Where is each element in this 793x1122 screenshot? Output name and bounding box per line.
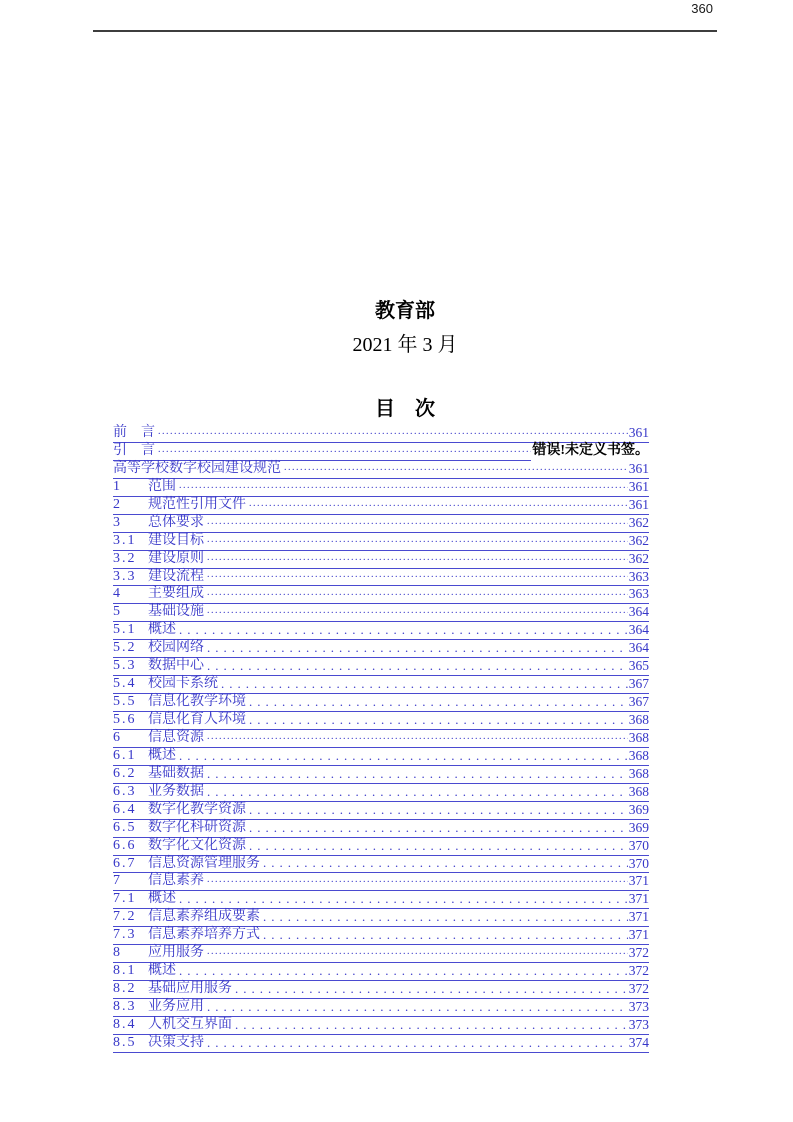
toc-dot-leader (204, 640, 628, 657)
toc-entry-page[interactable]: 370 (628, 856, 649, 874)
toc-entry-link[interactable] (113, 461, 628, 479)
toc-entry-number: 8.4 (113, 1016, 137, 1032)
toc-dot-leader (176, 963, 628, 980)
toc-entry-page[interactable]: 365 (628, 658, 649, 676)
toc-entry-link[interactable] (113, 766, 628, 784)
toc-dot-leader (204, 586, 628, 603)
toc-entry-link[interactable] (113, 658, 628, 676)
toc-entry-link[interactable] (113, 856, 628, 874)
toc-entry[interactable] (113, 891, 649, 909)
toc-entry-number: 8.3 (113, 999, 137, 1014)
toc-entry[interactable] (113, 1035, 649, 1053)
toc-heading: 目 次 (375, 398, 435, 420)
toc-entry-number: 6.3 (113, 783, 137, 799)
publish-date: 2021 年 3 月 (352, 334, 458, 356)
toc-entry-link[interactable] (113, 748, 628, 766)
toc-entry-page[interactable]: 371 (628, 873, 649, 891)
toc-dot-leader (204, 766, 628, 783)
toc-entry[interactable] (113, 515, 649, 533)
toc-dot-leader (204, 515, 628, 532)
toc-entry-title: 引 言 (113, 442, 155, 458)
toc-entry[interactable] (113, 945, 649, 963)
toc-entry-page[interactable]: 368 (628, 766, 649, 784)
toc-entry-page[interactable]: 372 (628, 963, 649, 981)
toc-entry-title: 信息素养组成要素 (148, 909, 260, 925)
toc-entry-page[interactable]: 371 (628, 909, 649, 927)
toc-entry-page[interactable]: 361 (628, 425, 649, 443)
toc-entry-number: 8.2 (113, 981, 137, 997)
toc-entry-number: 7.3 (113, 927, 137, 943)
toc-entry-link[interactable] (113, 676, 628, 694)
toc-entry-title: 校园卡系统 (148, 676, 218, 692)
toc-entry[interactable] (113, 712, 649, 730)
toc-entry-title: 数字化文化资源 (148, 837, 246, 853)
toc-entry-page[interactable]: 362 (628, 551, 649, 569)
toc-entry-link[interactable] (113, 802, 628, 820)
toc-entry-number: 7.2 (113, 909, 137, 925)
toc-entry-number: 6.6 (113, 837, 137, 853)
toc-dot-leader (246, 820, 628, 837)
toc-entry-number: 3.1 (113, 532, 137, 548)
toc-entry-number: 8.1 (113, 963, 137, 979)
toc-entry-title: 总体要求 (148, 514, 204, 530)
toc-entry[interactable] (113, 963, 649, 981)
toc-entry-link[interactable] (113, 999, 628, 1017)
toc-entry[interactable] (113, 694, 649, 712)
toc-dot-leader (260, 927, 628, 944)
toc-entry-number: 3.3 (113, 568, 137, 584)
toc-entry-page[interactable]: 367 (628, 694, 649, 712)
toc-entry-number: 1 (113, 478, 122, 494)
toc-entry-title: 规范性引用文件 (148, 496, 246, 512)
toc-entry-number: 6.2 (113, 765, 137, 781)
toc-entry[interactable] (113, 873, 649, 891)
toc-entry-title: 概述 (148, 891, 176, 907)
toc-entry-title: 信息化育人环境 (148, 712, 246, 727)
toc-entry-number: 8 (113, 945, 122, 961)
toc-entry[interactable] (113, 730, 649, 748)
toc-entry-page[interactable]: 374 (628, 1035, 649, 1053)
toc-entry-link[interactable] (113, 712, 628, 730)
toc-entry-number: 5.1 (113, 622, 137, 638)
toc-entry-page[interactable]: 368 (628, 712, 649, 730)
toc-entry-title: 高等学校数字校园建设规范 (113, 460, 281, 476)
toc-dot-leader (246, 694, 628, 711)
toc-entry-page[interactable]: 364 (628, 640, 649, 658)
toc-entry-title: 基础设施 (148, 604, 204, 620)
toc-entry-link[interactable] (113, 425, 628, 443)
toc-entry-title: 决策支持 (148, 1034, 204, 1050)
toc-entry-number: 5.6 (113, 712, 137, 727)
toc-entry-title: 基础数据 (148, 765, 204, 781)
toc-entry[interactable] (113, 479, 649, 497)
toc-entry-title: 数字化科研资源 (148, 819, 246, 835)
toc-dot-leader (176, 748, 628, 765)
toc-entry-number: 8.5 (113, 1034, 137, 1050)
toc-entry[interactable] (113, 551, 649, 569)
toc-entry-title: 业务应用 (148, 999, 204, 1014)
toc-entry-page[interactable]: 369 (628, 802, 649, 820)
toc-entry-number: 6.1 (113, 747, 137, 763)
toc-entry-number: 3.2 (113, 550, 137, 566)
toc-entry-number: 6.4 (113, 801, 137, 817)
toc-entry-link[interactable] (113, 838, 628, 856)
toc-entry-title: 概述 (148, 963, 176, 979)
toc-dot-leader (155, 443, 531, 460)
toc-entry[interactable] (113, 766, 649, 784)
toc-entry-title: 数据中心 (148, 658, 204, 674)
toc-entry-page[interactable]: 361 (628, 497, 649, 515)
toc-entry[interactable] (113, 640, 649, 658)
toc-entry-link[interactable] (113, 569, 628, 587)
toc-dot-leader (218, 676, 628, 693)
toc-dot-leader (246, 497, 628, 514)
toc-entry-page[interactable]: 371 (628, 891, 649, 909)
toc-entry[interactable] (113, 425, 649, 443)
toc-entry-title: 校园网络 (148, 640, 204, 656)
toc-list (113, 425, 649, 1053)
toc-entry-page[interactable]: 362 (628, 515, 649, 533)
toc-entry-number: 4 (113, 586, 122, 602)
toc-entry[interactable] (113, 820, 649, 838)
toc-entry-page[interactable]: 370 (628, 838, 649, 856)
toc-dot-leader (176, 891, 628, 908)
toc-entry-page[interactable]: 373 (628, 999, 649, 1017)
toc-entry-title: 信息资源 (148, 729, 204, 745)
toc-dot-leader (246, 838, 628, 855)
toc-entry[interactable] (113, 586, 649, 604)
toc-entry[interactable] (113, 784, 649, 802)
publisher-title: 教育部 (375, 300, 435, 322)
toc-dot-leader (260, 856, 628, 873)
toc-entry-link[interactable] (113, 820, 628, 838)
toc-entry[interactable] (113, 622, 649, 640)
toc-entry[interactable] (113, 497, 649, 515)
toc-entry-page[interactable]: 369 (628, 820, 649, 838)
toc-dot-leader (204, 873, 628, 890)
toc-entry-number: 5.3 (113, 658, 137, 674)
toc-entry-link[interactable] (113, 945, 628, 963)
toc-entry-number: 6.7 (113, 855, 137, 871)
toc-entry[interactable] (113, 838, 649, 856)
toc-entry-number: 2 (113, 496, 122, 512)
toc-entry-title: 主要组成 (148, 586, 204, 602)
toc-entry-link[interactable] (113, 694, 628, 712)
toc-entry-link[interactable] (113, 873, 628, 891)
toc-entry-link[interactable] (113, 551, 628, 569)
toc-entry-number: 6.5 (113, 819, 137, 835)
toc-entry-title: 人机交互界面 (148, 1016, 232, 1032)
toc-entry-title: 范围 (148, 478, 176, 494)
toc-entry[interactable] (113, 856, 649, 874)
toc-entry[interactable] (113, 927, 649, 945)
toc-entry-link[interactable] (113, 533, 628, 551)
toc-entry-number: 5.4 (113, 676, 137, 692)
toc-entry-link[interactable] (113, 479, 628, 497)
toc-entry-page[interactable]: 361 (628, 479, 649, 497)
toc-dot-leader (204, 569, 628, 586)
toc-dot-leader (176, 479, 628, 496)
toc-dot-leader (204, 604, 628, 621)
toc-entry[interactable] (113, 748, 649, 766)
toc-entry-page[interactable]: 361 (628, 461, 649, 479)
toc-dot-leader (232, 981, 628, 998)
toc-entry-title: 建设原则 (148, 550, 204, 566)
toc-entry[interactable] (113, 533, 649, 551)
toc-entry[interactable] (113, 676, 649, 694)
toc-entry-title: 信息素养培养方式 (148, 927, 260, 943)
toc-entry-title: 信息资源管理服务 (148, 855, 260, 871)
toc-dot-leader (204, 945, 628, 962)
toc-entry-link[interactable] (113, 891, 628, 909)
toc-entry-link[interactable] (113, 963, 628, 981)
toc-entry-number: 5.5 (113, 694, 137, 710)
toc-entry-number: 3 (113, 514, 122, 530)
toc-entry-number: 5 (113, 604, 122, 620)
toc-entry-page[interactable]: 368 (628, 748, 649, 766)
toc-entry-link[interactable] (113, 497, 628, 515)
toc-entry-title: 应用服务 (148, 945, 204, 961)
toc-entry-number: 7 (113, 873, 122, 889)
toc-entry-title: 业务数据 (148, 783, 204, 799)
toc-entry-page[interactable]: 错误!未定义书签。 (532, 442, 649, 458)
toc-entry-link[interactable] (113, 640, 628, 658)
toc-dot-leader (204, 1035, 628, 1052)
toc-entry-link[interactable] (113, 730, 628, 748)
toc-entry-number: 5.2 (113, 640, 137, 656)
toc-entry[interactable] (113, 981, 649, 999)
toc-entry-title: 基础应用服务 (148, 981, 232, 997)
toc-dot-leader (176, 622, 628, 639)
toc-entry-link[interactable] (113, 604, 628, 622)
toc-entry-title: 数字化教学资源 (148, 801, 246, 817)
toc-entry-number: 6 (113, 729, 122, 745)
toc-entry-link[interactable] (113, 909, 628, 927)
toc-dot-leader (246, 712, 628, 729)
toc-entry[interactable] (113, 802, 649, 820)
toc-entry[interactable] (113, 909, 649, 927)
toc-entry-page[interactable]: 364 (628, 622, 649, 640)
toc-entry-page[interactable]: 363 (628, 569, 649, 587)
toc-entry-page[interactable]: 368 (628, 784, 649, 802)
toc-entry-title: 信息素养 (148, 873, 204, 889)
toc-dot-leader (204, 533, 628, 550)
toc-entry-link[interactable] (113, 1017, 628, 1035)
toc-entry[interactable] (113, 461, 649, 479)
toc-dot-leader (204, 999, 628, 1016)
toc-entry-page[interactable]: 372 (628, 945, 649, 963)
toc-entry-title: 概述 (148, 622, 176, 638)
toc-entry-link[interactable] (113, 981, 628, 999)
header-rule (93, 30, 717, 32)
toc-entry[interactable] (113, 658, 649, 676)
toc-entry-page[interactable]: 371 (628, 927, 649, 945)
toc-entry-page[interactable]: 368 (628, 730, 649, 748)
toc-entry-title: 建设目标 (148, 532, 204, 548)
toc-dot-leader (246, 802, 628, 819)
toc-entry-page[interactable]: 367 (628, 676, 649, 694)
toc-entry-page[interactable]: 362 (628, 533, 649, 551)
toc-entry[interactable] (113, 999, 649, 1017)
toc-entry-title: 建设流程 (148, 568, 204, 584)
toc-entry-link[interactable] (113, 784, 628, 802)
toc-entry-link[interactable] (113, 586, 628, 604)
toc-entry[interactable] (113, 443, 649, 461)
toc-entry-page[interactable]: 372 (628, 981, 649, 999)
toc-dot-leader (204, 658, 628, 675)
toc-entry-link[interactable] (113, 1035, 628, 1053)
toc-entry-link[interactable] (113, 622, 628, 640)
toc-dot-leader (204, 551, 628, 568)
toc-entry-number: 7.1 (113, 891, 137, 907)
toc-dot-leader (260, 909, 628, 926)
toc-entry[interactable] (113, 569, 649, 587)
toc-entry-title: 概述 (148, 747, 176, 763)
toc-entry-title: 信息化教学环境 (148, 694, 246, 710)
toc-entry-page[interactable]: 373 (628, 1017, 649, 1035)
toc-entry-link[interactable] (113, 515, 628, 533)
toc-entry[interactable] (113, 1017, 649, 1035)
toc-dot-leader (232, 1017, 628, 1034)
toc-dot-leader (281, 461, 628, 478)
toc-entry-page[interactable]: 364 (628, 604, 649, 622)
toc-dot-leader (155, 425, 628, 442)
toc-entry-link[interactable] (113, 443, 531, 461)
toc-entry-title: 前 言 (113, 425, 155, 440)
toc-entry-link[interactable] (113, 927, 628, 945)
toc-dot-leader (204, 730, 628, 747)
toc-dot-leader (204, 784, 628, 801)
page-number: 360 (691, 1, 713, 16)
toc-entry-page[interactable]: 363 (628, 586, 649, 604)
toc-entry[interactable] (113, 604, 649, 622)
